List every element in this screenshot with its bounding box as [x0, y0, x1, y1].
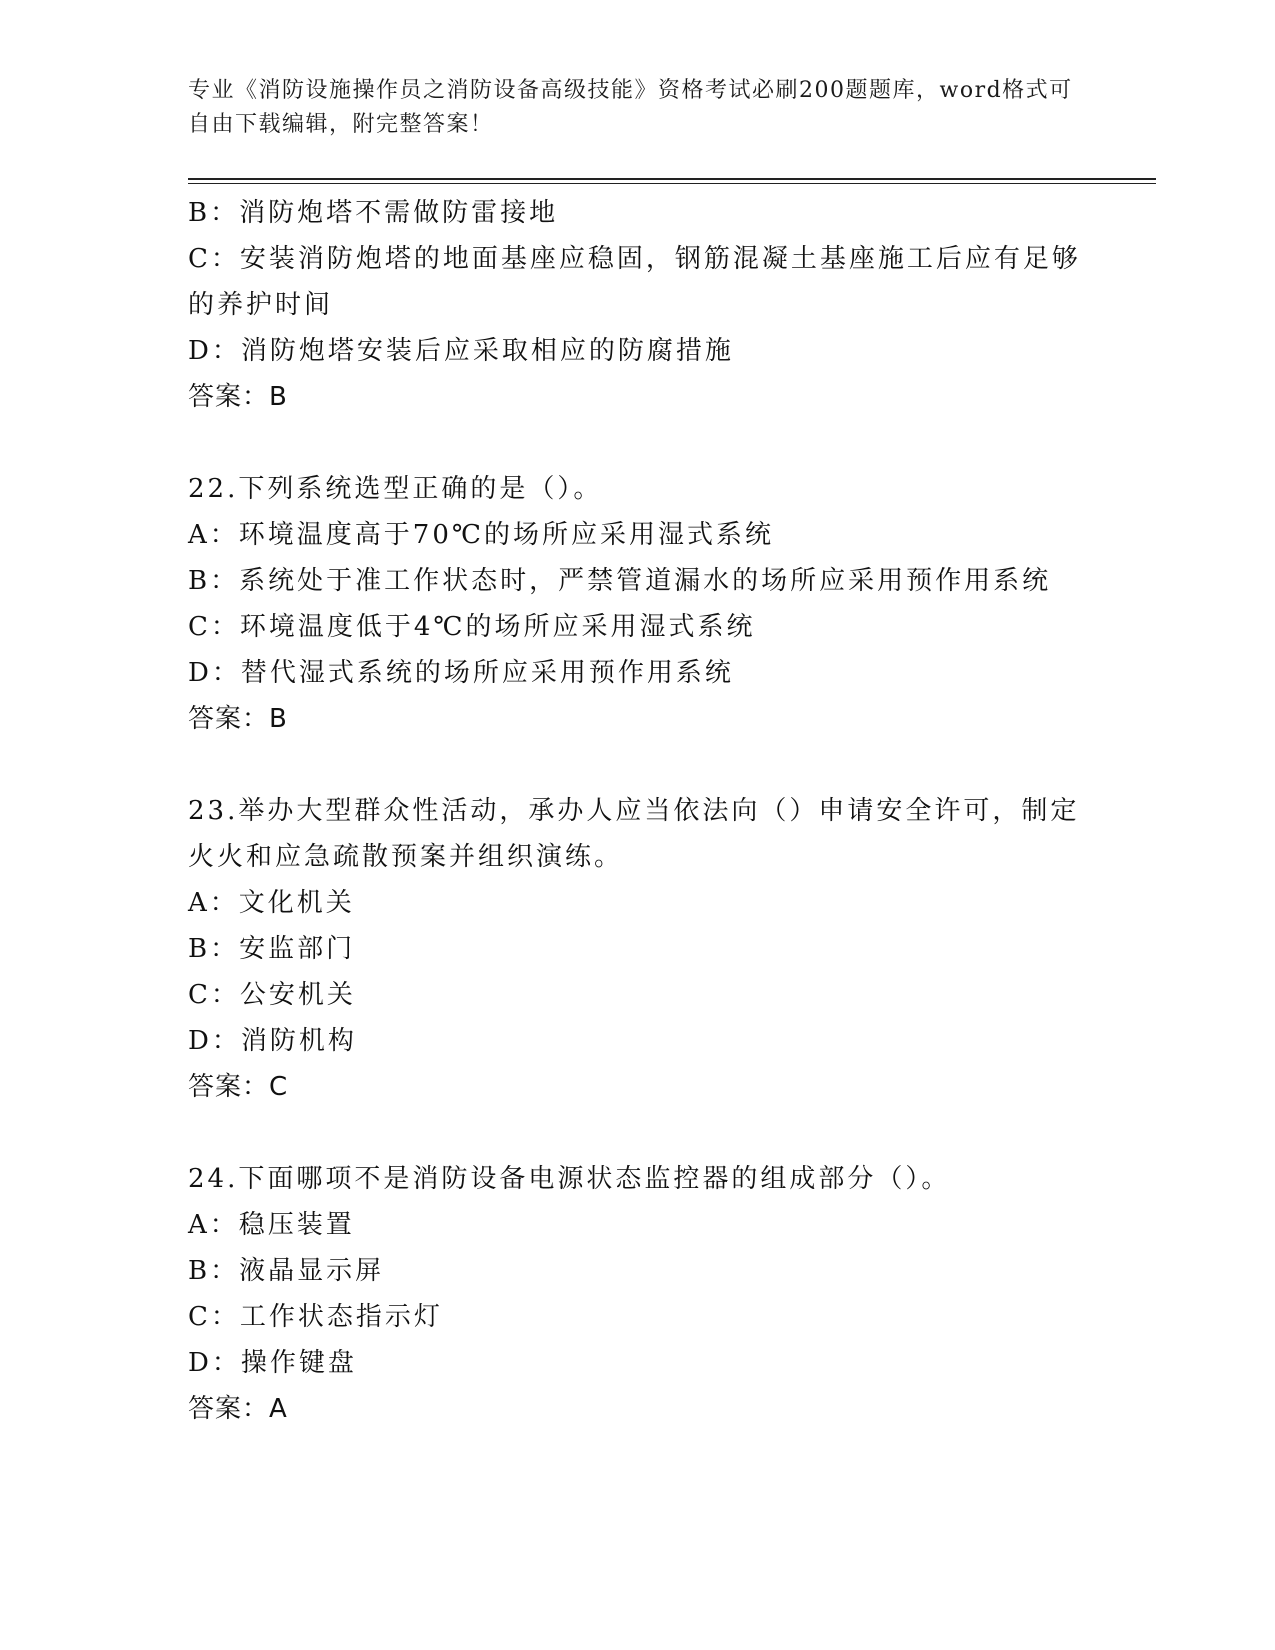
header-divider — [188, 178, 1156, 180]
option-c: C：环境温度低于4℃的场所应采用湿式系统 — [188, 612, 756, 642]
option-b: B：液晶显示屏 — [188, 1256, 385, 1286]
question-text: 22.下列系统选型正确的是（）。 — [188, 474, 603, 504]
option-d: D：消防炮塔安装后应采取相应的防腐措施 — [188, 336, 734, 366]
question-text: 24.下面哪项不是消防设备电源状态监控器的组成部分（）。 — [188, 1164, 951, 1194]
question-block-23 — [188, 788, 1088, 1110]
option-a: A：稳压装置 — [188, 1210, 355, 1240]
question-block-22 — [188, 466, 1088, 742]
option-c: C：安装消防炮塔的地面基座应稳固，钢筋混凝土基座施工后应有足够的养护时间 — [188, 244, 1081, 320]
option-a: A：环境温度高于70℃的场所应采用湿式系统 — [188, 520, 774, 550]
option-d: D：替代湿式系统的场所应采用预作用系统 — [188, 658, 734, 688]
answer-line: 答案：B — [188, 382, 288, 412]
option-b: B：消防炮塔不需做防雷接地 — [188, 198, 559, 228]
spacer — [188, 1110, 1088, 1156]
question-text: 23.举办大型群众性活动，承办人应当依法向（）申请安全许可，制定火火和应急疏散预案并组织演练。 — [188, 796, 1080, 872]
answer-line: 答案：B — [188, 704, 288, 734]
option-d: D：消防机构 — [188, 1026, 357, 1056]
question-list — [188, 190, 1088, 1432]
header-title: 专业《消防设施操作员之消防设备高级技能》资格考试必刷200题题库，word格式可自由下载编辑，附完整答案！ — [188, 78, 1073, 137]
question-block-24 — [188, 1156, 1088, 1432]
document-header — [188, 74, 1088, 142]
header-divider-thin — [188, 183, 1156, 184]
option-c: C：工作状态指示灯 — [188, 1302, 443, 1332]
answer-line: 答案：A — [188, 1394, 288, 1424]
question-block-21 — [188, 190, 1088, 420]
spacer — [188, 742, 1088, 788]
option-b: B：系统处于准工作状态时，严禁管道漏水的场所应采用预作用系统 — [188, 566, 1052, 596]
answer-line: 答案：C — [188, 1072, 289, 1102]
option-d: D：操作键盘 — [188, 1348, 357, 1378]
spacer — [188, 420, 1088, 466]
option-c: C：公安机关 — [188, 980, 356, 1010]
option-a: A：文化机关 — [188, 888, 355, 918]
option-b: B：安监部门 — [188, 934, 356, 964]
